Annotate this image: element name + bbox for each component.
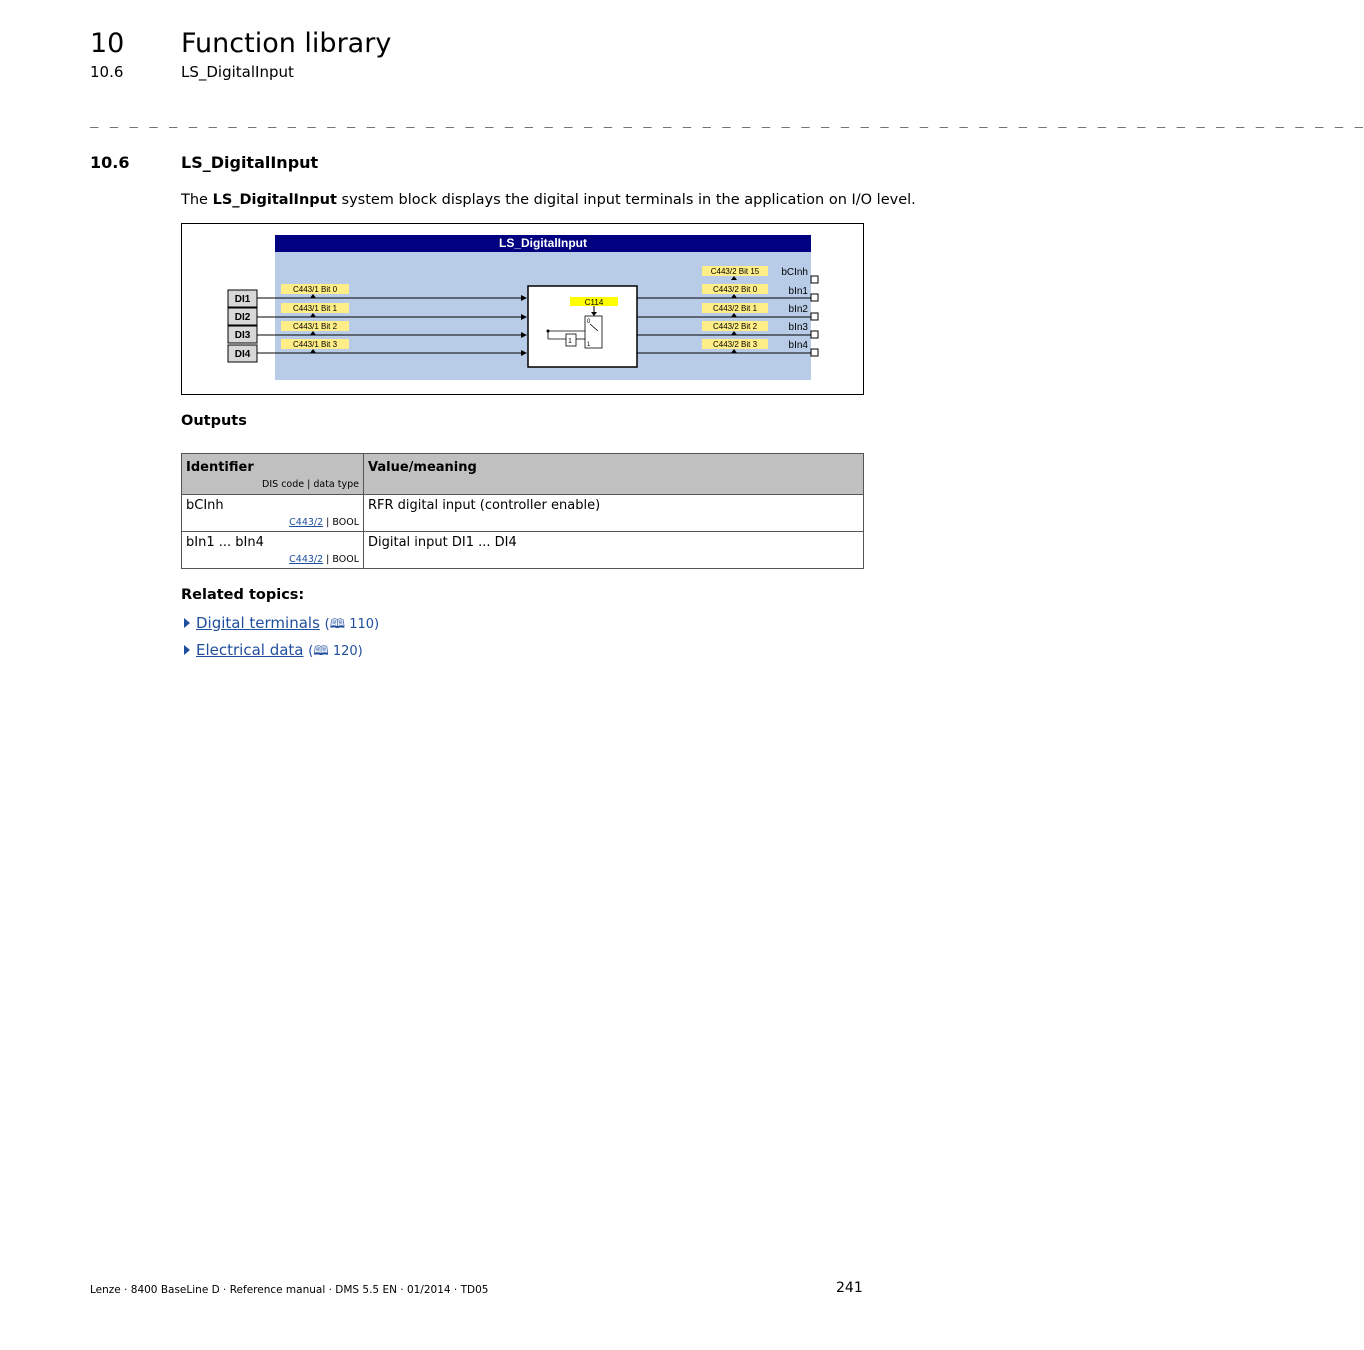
arrow-right-icon — [184, 645, 190, 655]
table-row — [182, 495, 864, 532]
input-label-di2: DI2 — [234, 312, 251, 323]
data-type: | BOOL — [323, 554, 359, 565]
page-ref: (🕮 120) — [308, 644, 363, 659]
arrow-right-icon — [184, 618, 190, 628]
page-number: 241 — [836, 1280, 863, 1296]
input-label-di1: DI1 — [234, 294, 251, 305]
header-identifier-label: Identifier — [186, 460, 254, 475]
output-label-bin4: bIn4 — [788, 340, 808, 351]
outputs-table — [181, 453, 864, 569]
output-label-bcinh: bCInh — [781, 267, 808, 278]
intro-post: system block displays the digital input terminals in the application on I/O level. — [336, 192, 916, 208]
header-identifier — [182, 454, 364, 495]
input-label-di4: DI4 — [234, 349, 251, 360]
book-icon: 🕮 — [329, 617, 346, 632]
header-value: Value/meaning — [364, 454, 864, 495]
ls-digitalinput-diagram — [182, 224, 863, 394]
input-code-3: C443/1 Bit 3 — [292, 340, 338, 349]
row-meaning: RFR digital input (controller enable) — [364, 495, 864, 532]
page-ref: (🕮 110) — [324, 617, 380, 632]
output-code-3: C443/2 Bit 2 — [712, 322, 758, 331]
page-ref-number: 110 — [349, 617, 375, 632]
chapter-number: 10 — [90, 28, 125, 59]
output-code-0: C443/2 Bit 15 — [710, 267, 760, 276]
related-link-digital-terminals[interactable] — [184, 614, 379, 637]
related-link-electrical-data[interactable] — [184, 641, 363, 664]
dis-code-link[interactable]: C443/2 — [289, 517, 324, 528]
row-meaning: Digital input DI1 ... DI4 — [364, 532, 864, 569]
data-type: | BOOL — [323, 517, 359, 528]
input-code-2: C443/1 Bit 2 — [292, 322, 338, 331]
header-separator: _ _ _ _ _ _ _ _ _ _ _ _ _ _ _ _ _ _ _ _ _ _ _ _ _ _ _ _ _ _ _ _ _ _ _ _ _ _ _ _ _ _ _ _ _ _ _ _ _ _ _ _ _ _ _ _ _ _ _ _ _ _ _ _ _ — [90, 112, 1364, 128]
row-code-type — [186, 517, 359, 528]
block-title: LS_DigitalInput — [499, 236, 587, 250]
footer-text: Lenze · 8400 BaseLine D · Reference manual · DMS 5.5 EN · 01/2014 · TD05 — [90, 1284, 489, 1296]
table-header-row — [182, 454, 864, 495]
row-identifier: bCInh — [186, 498, 224, 513]
related-link-label[interactable]: Digital terminals — [196, 614, 320, 632]
table-row — [182, 532, 864, 569]
output-label-bin1: bIn1 — [788, 286, 808, 297]
output-code-2: C443/2 Bit 1 — [712, 304, 758, 313]
row-code-type — [186, 554, 359, 565]
intro-pre: The — [181, 192, 213, 208]
related-link-label[interactable]: Electrical data — [196, 641, 304, 659]
input-label-di3: DI3 — [234, 330, 251, 341]
output-terminal-bin1 — [811, 294, 818, 301]
switch-label-0: 0 — [587, 319, 591, 325]
inner-code: C114 — [584, 298, 604, 307]
row-identifier-cell — [182, 495, 364, 532]
chapter-title: Function library — [181, 28, 392, 59]
header-section-number: 10.6 — [90, 63, 124, 81]
output-code-1: C443/2 Bit 0 — [712, 285, 758, 294]
row-identifier-cell — [182, 532, 364, 569]
dis-code-link[interactable]: C443/2 — [289, 554, 324, 565]
book-icon: 🕮 — [313, 644, 329, 659]
output-label-bin2: bIn2 — [788, 304, 808, 315]
intro-paragraph — [181, 192, 916, 208]
output-label-bin3: bIn3 — [788, 322, 808, 333]
diagram-frame — [181, 223, 864, 395]
output-code-4: C443/2 Bit 3 — [712, 340, 758, 349]
section-title: LS_DigitalInput — [181, 153, 319, 172]
input-terminals — [228, 290, 257, 362]
outputs-heading: Outputs — [181, 413, 247, 429]
intro-bold: LS_DigitalInput — [212, 192, 337, 208]
section-number: 10.6 — [90, 153, 130, 172]
output-terminal-bin2 — [811, 313, 818, 320]
related-topics-heading: Related topics: — [181, 587, 305, 603]
output-terminal-bin4 — [811, 349, 818, 356]
header-identifier-sub: DIS code | data type — [262, 479, 359, 490]
header-section-title: LS_DigitalInput — [181, 63, 294, 81]
output-terminal-bcinh — [811, 276, 818, 283]
inverter-label: 1 — [568, 338, 572, 345]
input-code-0: C443/1 Bit 0 — [292, 285, 338, 294]
output-terminal-bin3 — [811, 331, 818, 338]
page-ref-number: 120 — [332, 644, 358, 659]
row-identifier: bIn1 ... bIn4 — [186, 535, 264, 550]
switch-label-1: 1 — [587, 342, 591, 348]
input-code-1: C443/1 Bit 1 — [292, 304, 338, 313]
